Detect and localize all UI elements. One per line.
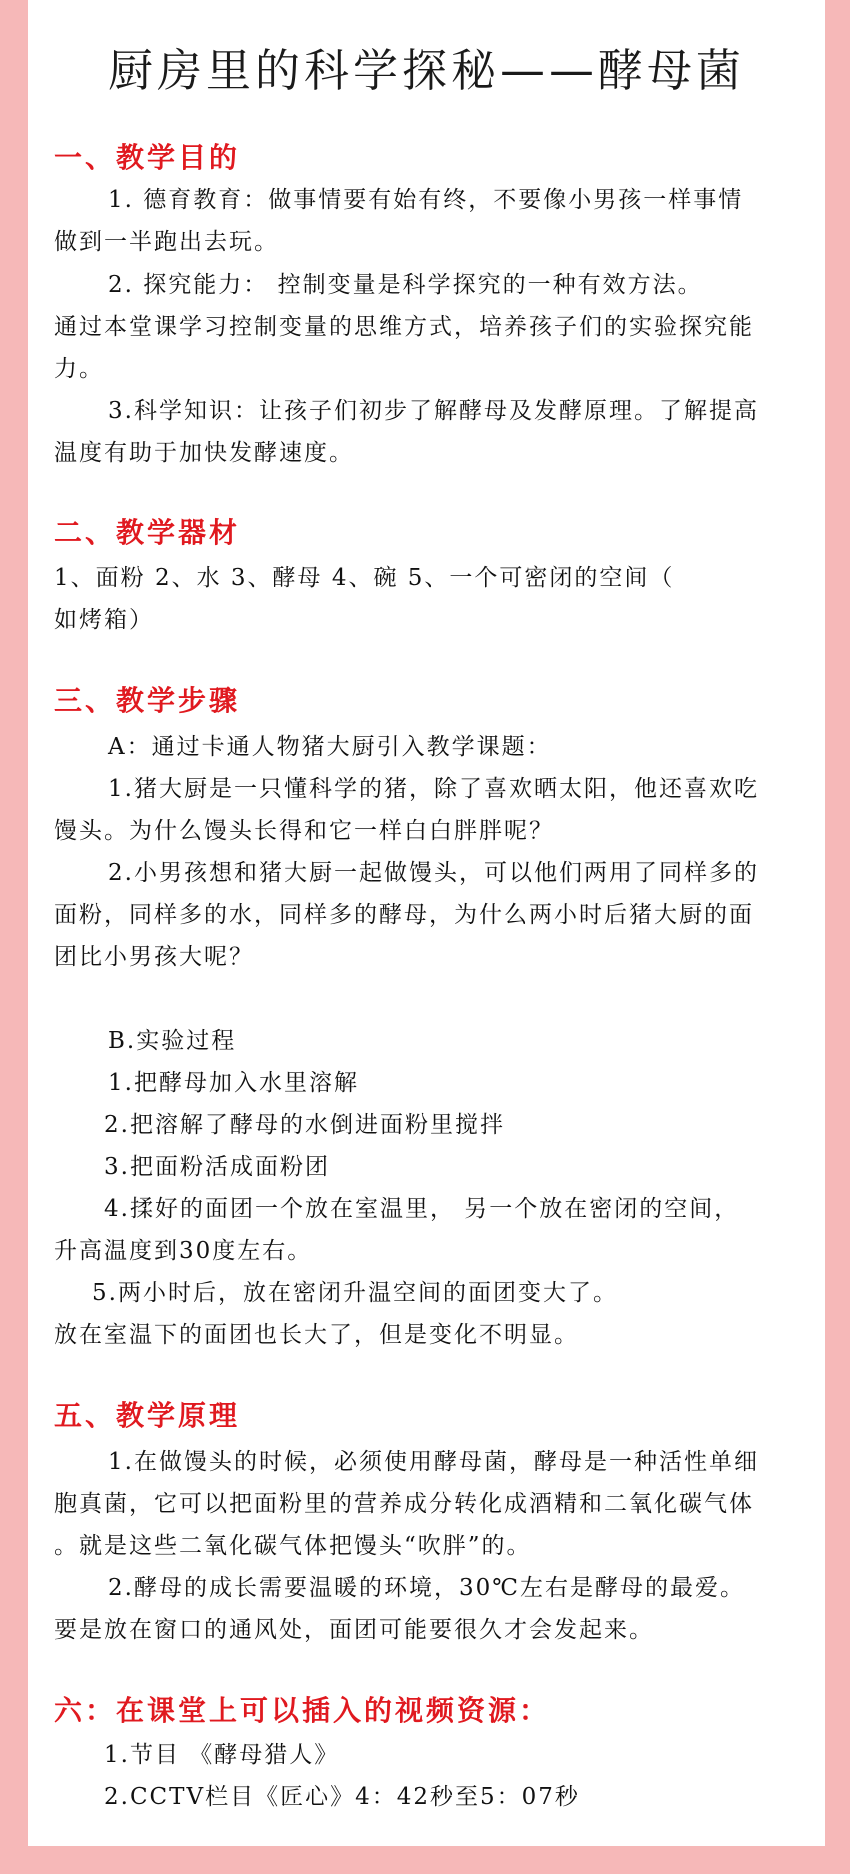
objective-line: 1. 德育教育：做事情要有始有终，不要像小男孩一样事情 [108,187,744,213]
materials-line: 1、面粉 2、水 3、酵母 4、碗 5、一个可密闭的空间（ [54,565,675,591]
step-line: 2.小男孩想和猪大厨一起做馒头，可以他们两用了同样多的 [108,860,759,886]
experiment-step: 1.把酵母加入水里溶解 [108,1070,359,1096]
section-heading-objectives: 一、教学目的 [54,141,241,174]
experiment-step: 放在室温下的面团也长大了，但是变化不明显。 [54,1322,579,1348]
document-page [28,0,825,1846]
step-line: 馒头。为什么馒头长得和它一样白白胖胖呢？ [54,818,554,844]
section-heading-videos: 六：在课堂上可以插入的视频资源： [54,1694,551,1727]
video-resource-item: 2.CCTV栏目《匠心》4：42秒至5：07秒 [104,1784,580,1810]
principle-line: 2.酵母的成长需要温暖的环境，30℃左右是酵母的最爱。 [108,1575,745,1601]
experiment-step: 4.揉好的面团一个放在室温里， 另一个放在密闭的空间， [104,1196,740,1222]
experiment-step: 3.把面粉活成面粉团 [104,1154,330,1180]
step-line: 团比小男孩大呢？ [54,944,254,970]
video-resource-item: 1.节目 《酵母猎人》 [104,1742,340,1768]
objective-line: 力。 [54,356,104,382]
document-title: 厨房里的科学探秘——酵母菌 [107,44,745,97]
experiment-step: 5.两小时后，放在密闭升温空间的面团变大了。 [92,1280,618,1306]
step-intro: A：通过卡通人物猪大厨引入教学课题： [108,734,552,760]
experiment-step: 2.把溶解了酵母的水倒进面粉里搅拌 [104,1112,505,1138]
principle-line: 1.在做馒头的时候，必须使用酵母菌，酵母是一种活性单细 [108,1449,759,1475]
step-line: 面粉，同样多的水，同样多的酵母，为什么两小时后猪大厨的面 [54,902,754,928]
materials-line: 如烤箱） [54,607,154,633]
step-line: 1.猪大厨是一只懂科学的猪，除了喜欢晒太阳，他还喜欢吃 [108,776,759,802]
objective-line: 3.科学知识：让孩子们初步了解酵母及发酵原理。了解提高 [108,398,759,424]
experiment-step: 升高温度到30度左右。 [54,1238,313,1264]
section-heading-materials: 二、教学器材 [54,516,241,549]
section-heading-steps: 三、教学步骤 [54,684,241,717]
principle-line: 。就是这些二氧化碳气体把馒头“吹胖”的。 [54,1533,532,1559]
objective-line: 温度有助于加快发酵速度。 [54,440,354,466]
experiment-heading: B.实验过程 [108,1028,237,1054]
principle-line: 胞真菌，它可以把面粉里的营养成分转化成酒精和二氧化碳气体 [54,1491,754,1517]
objective-line: 2. 探究能力： 控制变量是科学探究的一种有效方法。 [108,272,703,298]
objective-line: 通过本堂课学习控制变量的思维方式，培养孩子们的实验探究能 [54,314,754,340]
objective-line: 做到一半跑出去玩。 [54,229,279,255]
principle-line: 要是放在窗口的通风处，面团可能要很久才会发起来。 [54,1617,654,1643]
section-heading-principle: 五、教学原理 [54,1399,241,1432]
